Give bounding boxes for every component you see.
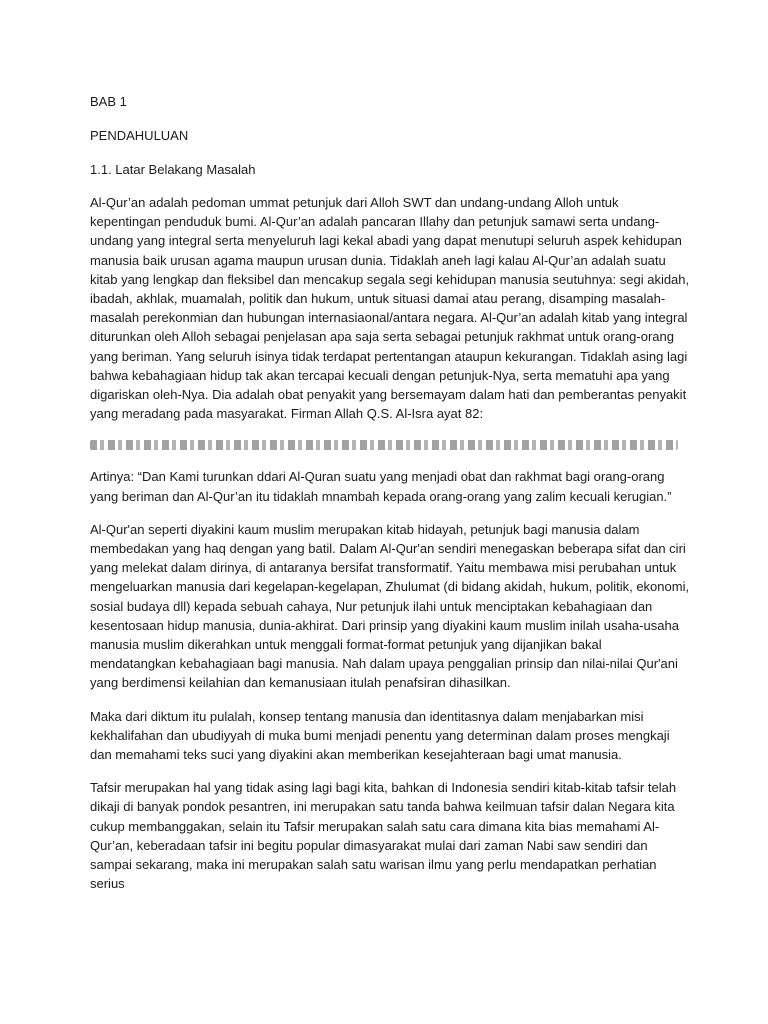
document-page [90,93,690,908]
arabic-verse [90,437,690,453]
paragraph-3: Al-Qur'an seperti diyakini kaum muslim merupakan kitab hidayah, petunjuk bagi manusia dalam membedakan yang haq dengan yang batil. Dalam Al-Qur'an sendiri menegaskan beberapa sifat dan ciri yang melekat dalam dirinya, di antaranya bersifat transformatif. Yaitu membawa misi perubahan untuk mengeluarkan manusia dari kegelapan-kegelapan, Zhulumat (di bidang akidah, hukum, politik, ekonomi, sosial budaya dll) kepada sebuah cahaya, Nur petunjuk ilahi untuk menciptakan kebahagiaan dan kesentosaan hidup manusia, dunia-akhirat. Dari prinsip yang diyakini kaum muslim inilah usaha-usaha manusia muslim dikerahkan untuk menggali format-format petunjuk yang dijanjikan bakal mendatangkan kebahagiaan bagi manusia. Nah dalam upaya penggalian prinsip dan nilai-nilai Qur'ani yang berdimensi keilahian dan kemanusiaan itulah penafsiran dihasilkan. [90,521,690,691]
section-heading: 1.1. Latar Belakang Masalah [90,162,256,177]
paragraph-5: Tafsir merupakan hal yang tidak asing lagi bagi kita, bahkan di Indonesia sendiri kitab-kitab tafsir telah dikaji di banyak pondok pesantren, ini merupakan satu tanda bahwa keilmuan tafsir dalan Negara kita cukup membanggakan, selain itu Tafsir merupakan salah satu cara dimana kita bias memahami Al-Qur’an, keberadaan tafsir ini begitu popular dimasyarakat mulai dari zaman Nabi saw sendiri dan sampai sekarang, maka ini merupakan salah satu warisan ilmu yang perlu mendapatkan perhatian serius [90,780,677,892]
paragraph-4: Maka dari diktum itu pulalah, konsep tentang manusia dan identitasnya dalam menjabarkan misi kekhalifahan dan ubudiyyah di muka bumi menjadi penentu yang determinan dalam proses mengkaji dan memahami teks suci yang diyakini akan memberikan kesejahteraan bagi umat manusia. [90,708,670,763]
paragraph-1: Al-Qur’an adalah pedoman ummat petunjuk dari Alloh SWT dan undang-undang Alloh untuk kepentingan penduduk bumi. Al-Qur’an adalah pancaran Illahy dan petunjuk samawi serta undang-undang yang integral serta menyeluruh lagi kekal abadi yang dapat menutupi seluruh aspek kehidupan manusia baik urusan agama maupun urusan dunia. Tidaklah aneh lagi kalau Al-Qur’an adalah suatu kitab yang lengkap dan fleksibel dan mencakup segala segi kehidupan manusia seutuhnya: segi akidah, ibadah, akhlak, muamalah, politik dan hukum, untuk situasi damai atau perang, disamping masalah-masalah perekonmian dan hubungan internasiaonal/antara negara. Al-Qur’an adalah kitab yang integral diturunkan oleh Alloh sebagai penjelasan apa saja serta sebagai petunjuk rakhmat untuk orang-orang yang beriman. Yang seluruh isinya tidak terdapat pertentangan ataupun kekurangan. Tidaklah asing lagi bahwa kebahagiaan hidup tak akan tercapai kecuali dengan petunjuk-Nya, serta mematuhi apa yang digariskan oleh-Nya. Dia adalah obat penyakit yang bersemayam dalam hati dan pemberantas penyakit yang meradang pada masyarakat. Firman Allah Q.S. Al-Isra ayat 82: [90,195,690,422]
paragraph-2: Artinya: “Dan Kami turunkan ddari Al-Quran suatu yang menjadi obat dan rakhmat bagi orang-orang yang beriman dan Al-Qur’an itu tidaklah mnambah kepada orang-orang yang zalim kecuali kerugian.” [90,469,672,504]
chapter-label: BAB 1 [90,94,127,109]
chapter-title: PENDAHULUAN [90,128,189,143]
arabic-verse-glyphs [90,440,678,450]
